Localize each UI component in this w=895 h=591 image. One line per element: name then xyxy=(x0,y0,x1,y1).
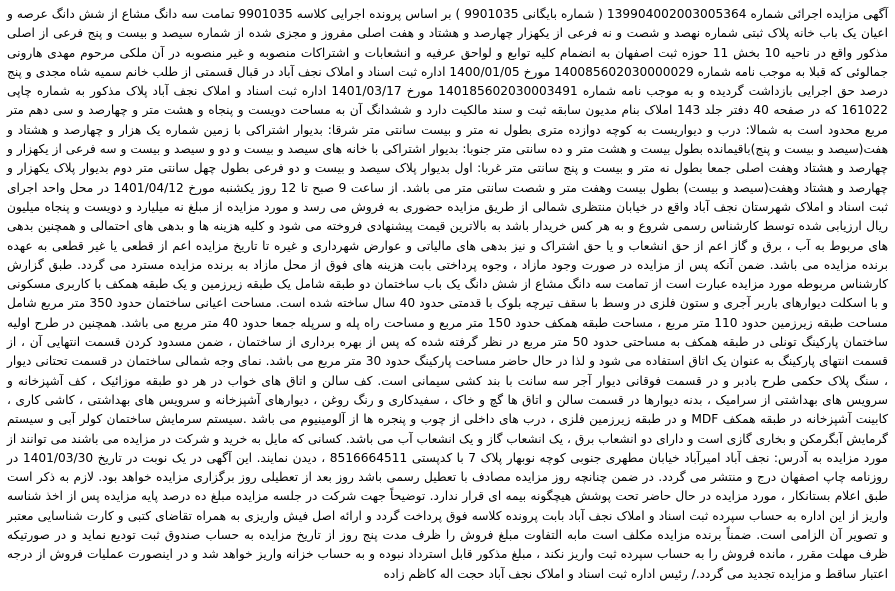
auction-notice-text: آگهی مزایده اجرائی شماره 139904002003005364 ( شماره بایگانی 9901035 ) بر اساس پرونده اجرایی کلاسه 9901035 تمامت سه دانگ مشاع از شش دانگ عرصه و اعیان یک باب خانه پلاک ثبتی شماره نهصد و شصت و نه فرعی از یکهزار چهارصد و هشتاد و هفت اصلی مفروز و مجزی شده از شماره سیصد و بیست و پنج فرعی از اصلی مذکور واقع در ناحیه 10 بخش 11 حوزه ثبت اصفهان به انضمام کلیه توابع و لواحق عرفیه و انشعابات و اشتراکات منصوبه و غیر منصوبه در آن ملکی مرحوم مهدی هارونی جمالوئی که قبلا به موجب نامه شماره 140085602030000029 مورخ 1400/01/05 اداره ثبت اسناد و املاک نجف آباد در قبال قسمتی از طلب خانم سمیه شاه مجدی و پنج درصد حق اجرایی بازداشت گردیده و به موجب نامه شماره 140185602030003491 مورخ 1401/03/17 اداره ثبت اسناد و املاک نجف آباد پلاک مذکور به شماره چاپی 161022 که در صفحه 40 دفتر جلد 143 املاک بنام مدیون سابقه ثبت و سند مالکیت دارد و ششدانگ آن به مساحت دویست و پنجاه و هشت متر و چهارصد و سی دهم متر مربع محدود است به شمالا: درب و دیواریست به کوچه دوازده متری بطول نه متر و بیست سانتی متر شرقا: بدیوار اشتراکی با زمین شماره یک هزار و چهارصد و هشتاد و هفت(سیصد و بیست و پنج)باقیمانده بطول بیست و هشت متر و ده سانتی متر جنوبا: بدیوار اشتراکی با خانه های سیصد و بیست و دو و سیصد و بیست و سه فرعی از یکهزار و چهارصد و هشتاد وهفت اصلی جمعا بطول نه متر و بیست و پنج سانتی متر غربا: اول بدیوار پلاک سیصد و بیست و دو فرعی بطول چهل سانتی متر دوم بدیوار پلاک یکهزار و چهارصد و هشتاد وهفت(سیصد و بیست) بطول بیست وهفت متر و شصت سانتی متر می باشد. از ساعت 9 صبح تا 12 روز یکشنبه مورخ 1401/04/12 در محل واحد اجرای ثبت اسناد و املاک شهرستان نجف آباد واقع در خیابان منتظری شمالی از طریق مزایده حضوری به فروش می رسد و مورد مزایده از مبلغ نه میلیارد و دویست و پنجاه میلیون ریال ارزیابی شده توسط کارشناس رسمی شروع و به هر کس خریدار باشد به بالاترین قیمت پیشنهادی فروخته می شود و کلیه هزینه ها و بدهی های احتمالی و همچنین بدهی های مربوط به آب ، برق و گاز اعم از حق انشعاب و یا حق اشتراک و نیز بدهی های مالیاتی و عوارض شهرداری و غیره تا تاریخ مزایده اعم از قطعی یا غیر قطعی به عهده برنده مزایده می باشد. ضمن آنکه پس از مزایده در صورت وجود مازاد ، وجوه پرداختی بابت هزینه های فوق از محل مازاد به برنده مزایده مسترد می گردد. طبق گزارش کارشناس مربوطه مورد مزایده عبارت است از تمامت سه دانگ مشاع از شش دانگ یک باب ساختمان دو طبقه شامل یک طبقه زیرزمین و یک طبقه همکف با کاربری مسکونی و با اسکلت دیوارهای باربر آجری و ستون فلزی در وسط با سقف تیرچه بلوک با قدمتی حدود 40 سال ساخته شده است. مساحت اعیانی ساختمان حدود 350 متر مربع شامل مساحت طبقه زیرزمین حدود 110 متر مربع ، مساحت طبقه همکف حدود 150 متر مربع و مساحت راه پله و سرپله جمعا حدود 40 متر مربع می باشد. همچنین در طرح اولیه ساختمان پارکینگ تونلی در طبقه همکف به مساحتی حدود 50 متر مربع در نظر گرفته شده که پس از بهره برداری از ساختمان ، ضمن مسدود کردن قسمت انتهایی آن ، از قسمت انتهای پارکینگ به عنوان یک اتاق استفاده می شود و لذا در حال حاضر مساحت پارکینگ حدود 30 متر مربع می باشد. نمای وجه شمالی ساختمان در قسمت تحتانی دیوار ، سنگ پلاک حکمی طرح بادبر و در قسمت فوقانی دیوار آجر سه سانت با بند کشی سیمانی است. کف سالن و اتاق های خواب در هر دو طبقه موزائیک ، کف آشپزخانه و سرویس های بهداشتی از سرامیک ، بدنه دیوارها در قسمت سالن و اتاق ها گچ و خاک ، سفیدکاری و رنگ روغن ، دیوارهای آشپزخانه و سرویس های بهداشتی ، کاشی کاری ، کابینت آشپزخانه در طبقه همکف MDF و در طبقه زیرزمین فلزی ، درب های داخلی از چوب و پنجره ها از آلومینیوم می باشد .سیستم سرمایش ساختمان کولر آبی و سیستم گرمایش آبگرمکن و بخاری گازی است و دارای دو انشعاب برق ، یک انشعاب گاز و یک انشعاب آب می باشد. کسانی که مایل به خرید و شرکت در مزایده می باشند می توانند از مورد مزایده به آدرس: نجف آباد امیرآباد خیابان مطهری جنوبی کوچه نوبهار پلاک 7 با کدپستی 8516664511 ، دیدن نمایند. این آگهی در یک نوبت در تاریخ 1401/03/30 در روزنامه چاپ اصفهان درج و منتشر می گردد. در ضمن چنانچه روز مزایده مصادف با تعطیل رسمی باشد روز بعد از تعطیلی روز برگزاری مزایده خواهد بود. لازم به ذکر است طبق اعلام بستانکار ، مورد مزایده در حال حاضر تحت پوشش هیچگونه بیمه ای قرار ندارد. توضیحاً جهت شرکت در جلسه مزایده مبلغ ده درصد پایه مزایده پس از اخذ شناسه واریز از این اداره به حساب سپرده ثبت اسناد و املاک نجف آباد بابت پرونده کلاسه فوق پرداخت گردد و ارائه اصل فیش واریزی به همراه تقاضای کتبی و کارت شناسایی معتبر و تصویر آن الزامی است. ضمناً برنده مزایده مکلف است مابه التفاوت مبلغ فروش را ظرف مدت پنج روز از تاریخ مزایده به حساب صندوق ثبت تودیع نماید و در صورتیکه ظرف مهلت مقرر ، مانده فروش را به حساب سپرده ثبت واریز نکند ، مبلغ مذکور قابل استرداد نبوده و به حساب خزانه واریز خواهد شد و در اینصورت عملیات فروش از درجه اعتبار ساقط و مزایده تجدید می گردد./ رئیس اداره ثبت اسناد و املاک نجف آباد حجت اله کاظم زاده xyxy=(7,7,889,581)
